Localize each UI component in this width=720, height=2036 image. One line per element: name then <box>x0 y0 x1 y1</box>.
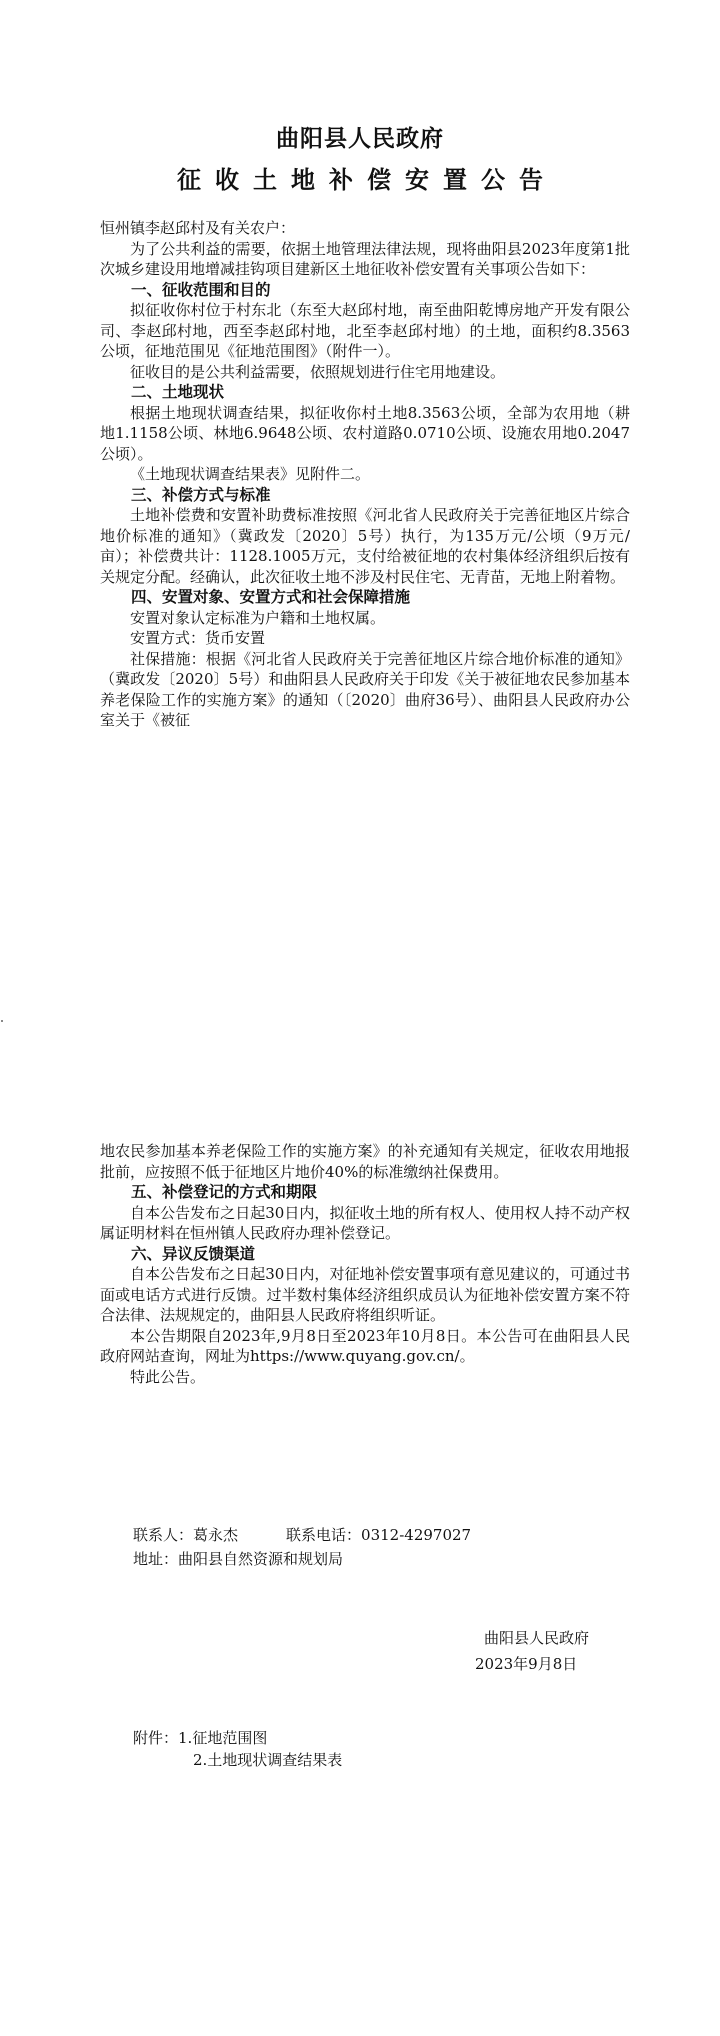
notice-body-part1 <box>100 218 630 731</box>
section-5-heading: 五、补偿登记的方式和期限 <box>131 1183 318 1201</box>
section-3-paragraph-1: 土地补偿费和安置补助费标准按照《河北省人民政府关于完善征地区片综合地价标准的通知》（冀政发〔2020〕5号）执行，为135万元/公顷（9万元/亩）；补偿费共计：1128.1005万元，支付给被征地的农村集体经济组织后按有关规定分配。经确认，此次征收土地不涉及村民住宅、无青苗，无地上附着物。 <box>100 506 630 586</box>
contact-address: 曲阳县自然资源和规划局 <box>178 1550 344 1568</box>
page-edge-mark <box>1 1020 3 1022</box>
signature-org: 曲阳县人民政府 <box>484 1629 590 1647</box>
section-2-heading: 二、土地现状 <box>131 383 225 401</box>
section-4-paragraph-3-start: 社保措施：根据《河北省人民政府关于完善征地区片综合地价标准的通知》（冀政发〔2020〕5号）和曲阳县人民政府关于印发《关于被征地农民参加基本养老保险工作的实施方案》的通知（〔2020〕曲府36号）、曲阳县人民政府办公室关于《被征 <box>100 649 630 729</box>
section-6-paragraph-2: 本公告期限自2023年,9月8日至2023年10月8日。本公告可在曲阳县人民政府网站查询，网址为https://www.quyang.gov.cn/。 <box>100 1326 630 1365</box>
notice-body-part2 <box>100 1141 630 1387</box>
section-6-heading: 六、异议反馈渠道 <box>131 1244 256 1263</box>
section-5-paragraph-1: 自本公告发布之日起30日内，拟征收土地的所有权人、使用权人持不动产权属证明材料在恒州镇人民政府办理补偿登记。 <box>100 1203 630 1242</box>
attachment-item-2 <box>133 1749 342 1771</box>
attachments-list <box>133 1727 342 1771</box>
section-4-paragraph-1: 安置对象认定标准为户籍和土地权属。 <box>130 608 386 627</box>
signature-date: 2023年9月8日 <box>475 1655 578 1673</box>
closing-line: 特此公告。 <box>130 1367 206 1386</box>
notice-title: 征收土地补偿安置公告 <box>177 165 557 194</box>
section-4-paragraph-3-end: 地农民参加基本养老保险工作的实施方案》的补充通知有关规定，征收农用地报批前，应按照不低于征地区片地价40%的标准缴纳社保费用。 <box>100 1142 630 1181</box>
attachment-item-1 <box>133 1727 342 1749</box>
issuer-title: 曲阳县人民政府 <box>276 125 444 152</box>
contact-address-line <box>133 1549 343 1570</box>
intro-paragraph: 为了公共利益的需要，依据土地管理法律法规，现将曲阳县2023年度第1批次城乡建设用地增减挂钩项目建新区土地征收补偿安置有关事项公告如下： <box>100 239 630 278</box>
attachment-1: 1.征地范围图 <box>178 1729 268 1747</box>
contact-person-label: 联系人： <box>133 1526 194 1544</box>
contact-phone-label: 联系电话： <box>286 1526 362 1544</box>
section-1-heading: 一、征收范围和目的 <box>131 280 271 299</box>
contact-phone: 0312-4297027 <box>361 1526 472 1544</box>
attachment-2: 2.土地现状调查结果表 <box>193 1751 343 1769</box>
section-6-paragraph-1: 自本公告发布之日起30日内，对征地补偿安置事项有意见建议的，可通过书面或电话方式进行反馈。过半数村集体经济组织成员认为征地补偿安置方案不符合法律、法规规定的，曲阳县人民政府将组织听证。 <box>100 1265 630 1324</box>
section-4-paragraph-2: 安置方式：货币安置 <box>130 629 266 647</box>
contact-address-label: 地址： <box>133 1550 179 1568</box>
contact-person: 葛永杰 <box>193 1526 239 1544</box>
attachments-label: 附件： <box>133 1729 179 1747</box>
section-2-paragraph-2: 《土地现状调查结果表》见附件二。 <box>130 465 371 483</box>
section-3-heading: 三、补偿方式与标准 <box>131 485 271 504</box>
section-2-paragraph-1: 根据土地现状调查结果，拟征收你村土地8.3563公顷，全部为农用地（耕地1.1158公顷、林地6.9648公顷、农村道路0.0710公顷、设施农用地0.2047公顷）。 <box>100 403 630 463</box>
addressee: 恒州镇李赵邱村及有关农户： <box>100 219 296 237</box>
section-4-heading: 四、安置对象、安置方式和社会保障措施 <box>131 588 411 606</box>
section-1-paragraph-2: 征收目的是公共利益需要，依照规划进行住宅用地建设。 <box>130 362 506 381</box>
contact-person-line <box>133 1525 471 1546</box>
section-1-paragraph-1: 拟征收你村位于村东北（东至大赵邱村地，南至曲阳乾博房地产开发有限公司、李赵邱村地，西至李赵邱村地，北至李赵邱村地）的土地，面积约8.3563公顷，征地范围见《征地范围图》（附件一）。 <box>100 301 630 360</box>
